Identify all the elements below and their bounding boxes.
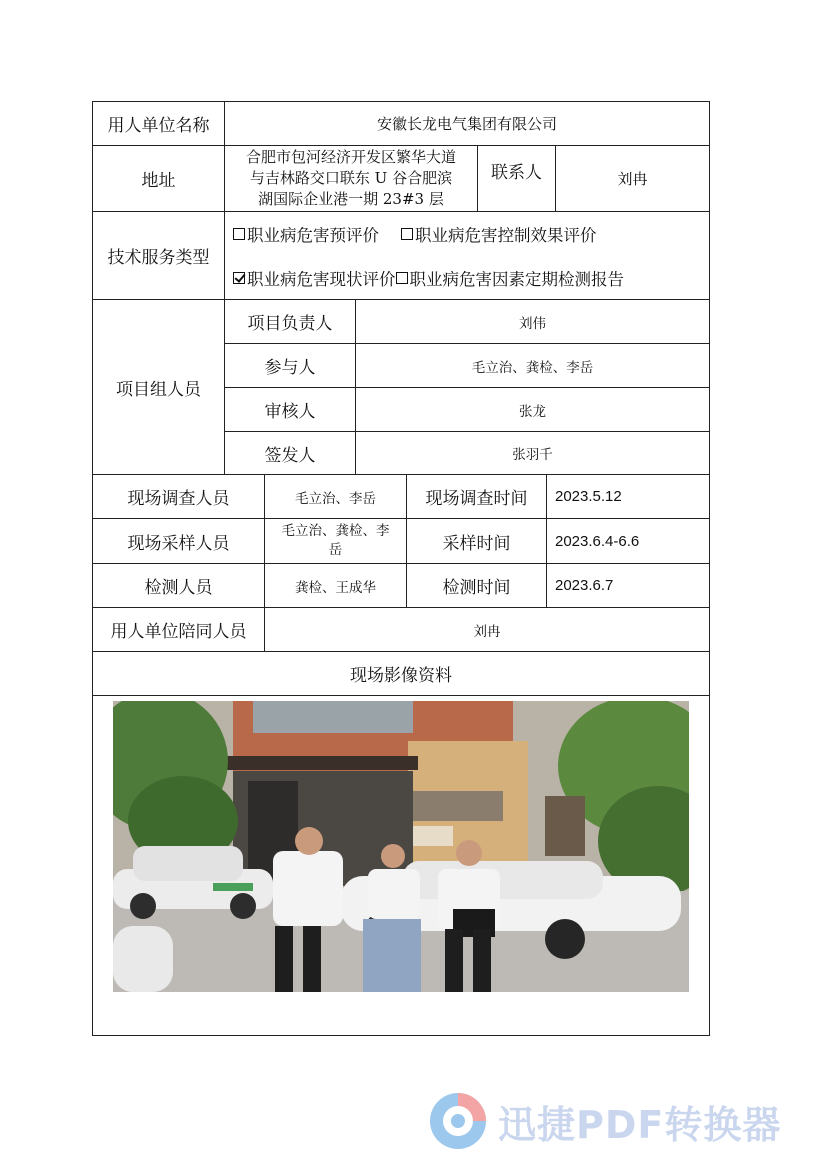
site-photo (113, 701, 689, 992)
escort-label: 用人单位陪同人员 (93, 608, 265, 651)
survey-staff-value: 毛立治、李岳 (265, 475, 407, 518)
sampling-time-value: 2023.6.4-6.6 (555, 532, 640, 550)
option-pre-evaluation[interactable]: 职业病危害预评价 (233, 222, 379, 246)
testing-row (92, 563, 710, 607)
checkbox-checked-icon[interactable] (233, 272, 245, 284)
team-role: 项目负责人 (225, 300, 356, 343)
testing-time-label: 检测时间 (407, 564, 547, 607)
watermark-logo-icon (428, 1091, 488, 1151)
survey-staff-label: 现场调查人员 (93, 475, 265, 518)
address-line-3: 湖国际企业港一期 23#3 层 (258, 190, 444, 208)
sampling-time-label: 采样时间 (407, 519, 547, 563)
watermark (428, 1090, 808, 1152)
address-line-2: 与吉林路交口联东 U 谷合肥滨 (249, 169, 453, 187)
team-role: 参与人 (225, 344, 356, 387)
team-member-row (225, 344, 709, 388)
site-record-form (92, 101, 710, 1036)
team-member-row (225, 300, 709, 344)
option-status-evaluation[interactable]: 职业病危害现状评价 (233, 266, 396, 290)
address-row (92, 145, 710, 211)
service-options (225, 212, 709, 299)
service-type-label: 技术服务类型 (93, 212, 225, 299)
watermark-text: 迅捷PDF转换器 (498, 1102, 782, 1147)
team-names: 刘伟 (519, 315, 546, 332)
team-role: 签发人 (225, 432, 356, 474)
sampling-staff-value: 毛立治、龚检、李 岳 (265, 519, 407, 563)
sampling-staff-label: 现场采样人员 (93, 519, 265, 563)
address-label: 地址 (93, 146, 225, 211)
escort-row (92, 607, 710, 651)
survey-row (92, 474, 710, 518)
checkbox-icon[interactable] (233, 228, 245, 240)
team-member-row (225, 388, 709, 432)
team-table (225, 300, 709, 474)
testing-time-value: 2023.6.7 (555, 577, 614, 594)
option-periodic-detection-report[interactable]: 职业病危害因素定期检测报告 (396, 266, 625, 290)
team-names: 张羽千 (512, 447, 553, 463)
team-label: 项目组人员 (93, 300, 225, 474)
team-member-row (225, 432, 709, 474)
testing-staff-label: 检测人员 (93, 564, 265, 607)
escort-value: 刘冉 (473, 623, 501, 640)
address-value (225, 146, 478, 211)
team-row (92, 299, 710, 474)
team-names: 张龙 (519, 403, 546, 420)
photos-label: 现场影像资料 (350, 666, 452, 686)
photos-row (92, 695, 710, 1036)
survey-time-label: 现场调查时间 (407, 475, 547, 518)
employer-label: 用人单位名称 (93, 102, 225, 145)
checkbox-icon[interactable] (396, 272, 408, 284)
checkbox-icon[interactable] (401, 228, 413, 240)
service-type-row (92, 211, 710, 299)
team-names: 毛立治、龚检、李岳 (471, 359, 594, 376)
team-role: 审核人 (225, 388, 356, 431)
testing-staff-value: 龚检、王成华 (265, 564, 407, 607)
address-line-1: 合肥市包河经济开发区繁华大道 (245, 148, 456, 166)
option-control-effect-evaluation[interactable]: 职业病危害控制效果评价 (401, 222, 597, 246)
sampling-row (92, 518, 710, 563)
employer-row (92, 101, 710, 145)
photos-header-row (92, 651, 710, 695)
contact-value: 刘冉 (617, 170, 648, 188)
contact-label: 联系人 (478, 146, 556, 211)
survey-time-value: 2023.5.12 (555, 488, 622, 505)
employer-value: 安徽长龙电气集团有限公司 (376, 115, 557, 133)
